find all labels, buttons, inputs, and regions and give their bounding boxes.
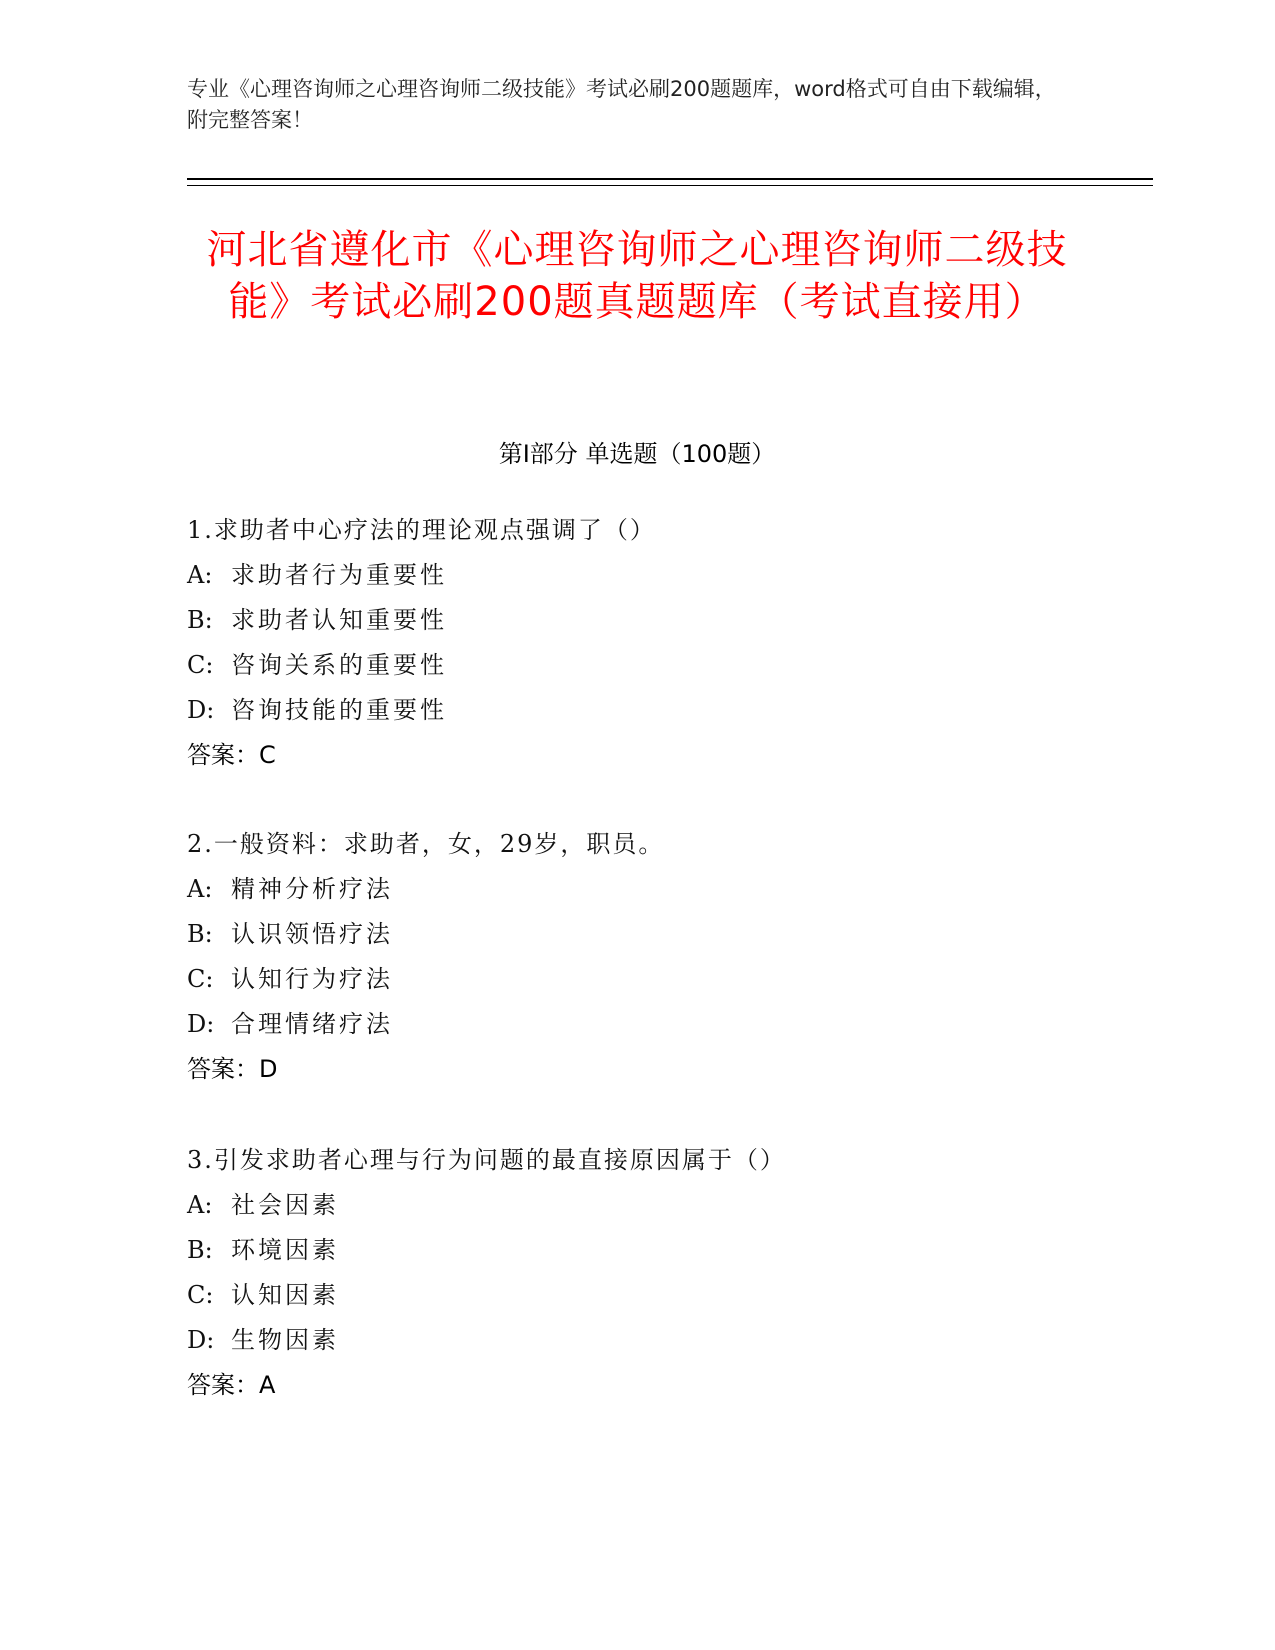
option-c	[187, 1273, 1087, 1318]
option-text: 认识领悟疗法	[231, 920, 393, 948]
option-a	[187, 553, 1087, 598]
option-text: 求助者行为重要性	[231, 561, 447, 589]
option-text: 环境因素	[231, 1236, 339, 1264]
option-b	[187, 598, 1087, 643]
option-text: 认知行为疗法	[231, 965, 393, 993]
answer-line: 答案：A	[187, 1371, 276, 1399]
option-text: 生物因素	[231, 1326, 339, 1354]
option-letter: C:	[187, 651, 214, 679]
option-text: 合理情绪疗法	[231, 1010, 393, 1038]
header-note: 专业《心理咨询师之心理咨询师二级技能》考试必刷200题题库，word格式可自由下载编辑，附完整答案！	[187, 77, 1056, 132]
option-letter: B:	[187, 606, 213, 634]
option-letter: B:	[187, 1236, 213, 1264]
option-text: 认知因素	[231, 1281, 339, 1309]
option-letter: D:	[187, 1010, 215, 1038]
option-text: 求助者认知重要性	[231, 606, 447, 634]
question-3	[187, 1138, 1087, 1408]
option-letter: D:	[187, 696, 215, 724]
section-title: 第Ⅰ部分 单选题（100题）	[498, 440, 776, 468]
option-d	[187, 1002, 1087, 1047]
header-rule-thin	[187, 185, 1153, 186]
option-b	[187, 912, 1087, 957]
answer-line: 答案：C	[187, 741, 276, 769]
header-rule-thick	[187, 178, 1153, 180]
question-stem: 1.求助者中心疗法的理论观点强调了（）	[187, 516, 656, 544]
option-letter: A:	[187, 875, 213, 903]
option-letter: D:	[187, 1326, 215, 1354]
option-c	[187, 643, 1087, 688]
option-d	[187, 688, 1087, 733]
option-text: 咨询技能的重要性	[231, 696, 447, 724]
option-d	[187, 1318, 1087, 1363]
option-text: 社会因素	[231, 1191, 339, 1219]
question-stem: 2.一般资料：求助者，女，29岁，职员。	[187, 830, 665, 858]
option-letter: C:	[187, 1281, 214, 1309]
option-letter: A:	[187, 1191, 213, 1219]
option-text: 精神分析疗法	[231, 875, 393, 903]
question-stem: 3.引发求助者心理与行为问题的最直接原因属于（）	[187, 1146, 786, 1174]
option-letter: A:	[187, 561, 213, 589]
option-a	[187, 867, 1087, 912]
option-b	[187, 1228, 1087, 1273]
document-title: 河北省遵化市《心理咨询师之心理咨询师二级技能》考试必刷200题真题题库（考试直接用）	[206, 227, 1068, 325]
option-letter: C:	[187, 965, 214, 993]
option-text: 咨询关系的重要性	[231, 651, 447, 679]
question-2	[187, 822, 1087, 1092]
option-letter: B:	[187, 920, 213, 948]
answer-line: 答案：D	[187, 1055, 278, 1083]
option-c	[187, 957, 1087, 1002]
question-1	[187, 508, 1087, 778]
option-a	[187, 1183, 1087, 1228]
